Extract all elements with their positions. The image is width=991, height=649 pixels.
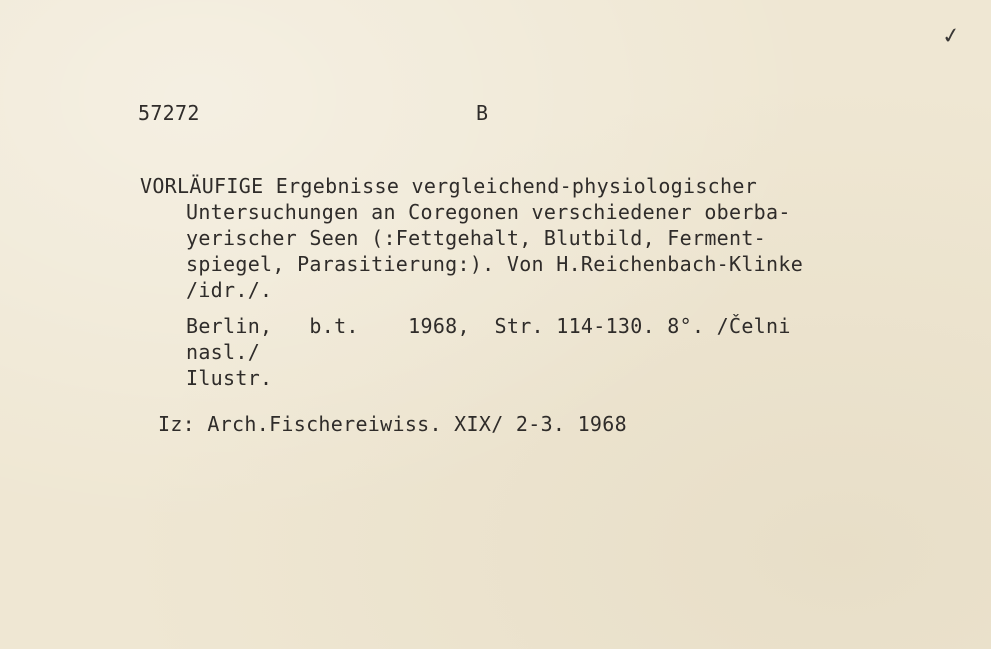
title-line-2: Untersuchungen an Coregonen verschiedener oberba- <box>186 200 791 224</box>
title-line-4: spiegel, Parasitierung:). Von H.Reichenbach-Klinke <box>186 252 804 276</box>
source-citation: Iz: Arch.Fischereiwiss. XIX/ 2-3. 1968 <box>158 412 627 436</box>
title-line-5: /idr./. <box>186 278 273 302</box>
check-mark-icon: ✓ <box>940 22 963 51</box>
imprint-line: Berlin, b.t. 1968, Str. 114-130. 8°. /Čelni <box>186 314 791 338</box>
title-line-1: VORLÄUFIGE Ergebnisse vergleichend-physiologischer <box>140 174 758 198</box>
title-line-3: yerischer Seen (:Fettgehalt, Blutbild, Ferment- <box>186 226 767 250</box>
accession-number: 57272 <box>138 101 200 125</box>
imprint-continuation: nasl./ <box>186 340 261 364</box>
illustrations-note: Ilustr. <box>186 366 273 390</box>
classification-letter: B <box>476 101 489 125</box>
